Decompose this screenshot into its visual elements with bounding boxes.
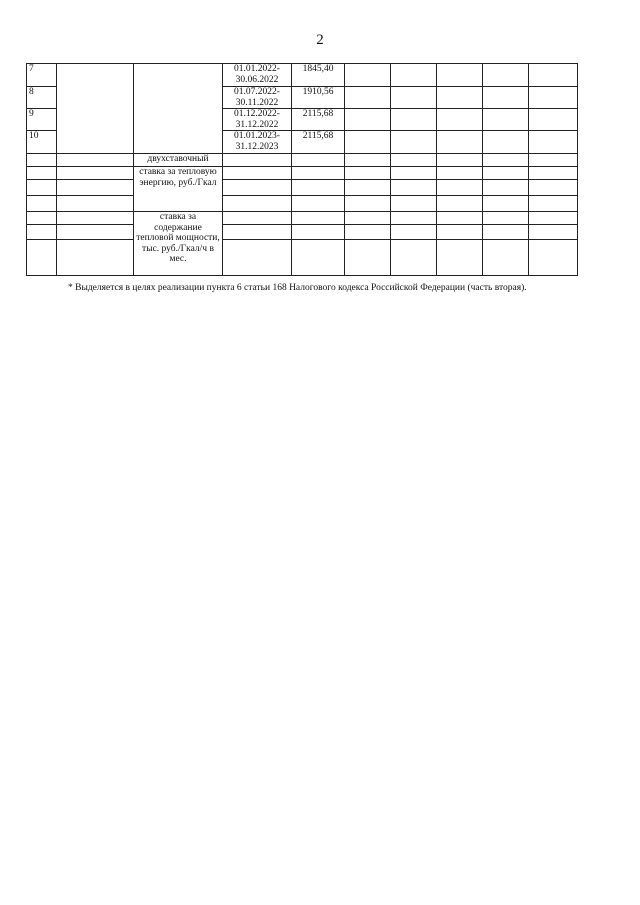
table-row bbox=[27, 180, 578, 196]
empty-cell bbox=[57, 64, 134, 154]
table-row bbox=[27, 212, 578, 225]
table-row bbox=[27, 64, 578, 87]
period-cell: 01.12.2022-31.12.2022 bbox=[223, 109, 292, 131]
empty-cell bbox=[134, 64, 223, 154]
table-row bbox=[27, 196, 578, 212]
table-row bbox=[27, 154, 578, 167]
page-number: 2 bbox=[316, 32, 324, 48]
period-cell: 01.01.2023-31.12.2023 bbox=[223, 131, 292, 154]
table-row bbox=[27, 167, 578, 180]
tariff-value: 1845,40 bbox=[292, 64, 345, 87]
row-number: 10 bbox=[27, 131, 57, 154]
table-row bbox=[27, 225, 578, 240]
footnote: * Выделяется в целях реализации пункта 6 статьи 168 Налогового кодекса Российской Федерации (часть вторая). bbox=[68, 283, 527, 293]
period-cell: 01.01.2022-30.06.2022 bbox=[223, 64, 292, 87]
row-number: 8 bbox=[27, 87, 57, 109]
row-number: 9 bbox=[27, 109, 57, 131]
energy-rate-label: ставка за тепловую энергию, руб./Гкал bbox=[134, 167, 223, 212]
table-row bbox=[27, 240, 578, 276]
period-cell: 01.07.2022-30.11.2022 bbox=[223, 87, 292, 109]
tariff-value: 1910,56 bbox=[292, 87, 345, 109]
tariff-value: 2115,68 bbox=[292, 109, 345, 131]
capacity-rate-label: ставка за содержание тепловой мощности, тыс. руб./Гкал/ч в мес. bbox=[134, 212, 223, 276]
tariff-table bbox=[26, 63, 578, 276]
tariff-type: двухставочный bbox=[134, 154, 223, 167]
row-number: 7 bbox=[27, 64, 57, 87]
tariff-value: 2115,68 bbox=[292, 131, 345, 154]
